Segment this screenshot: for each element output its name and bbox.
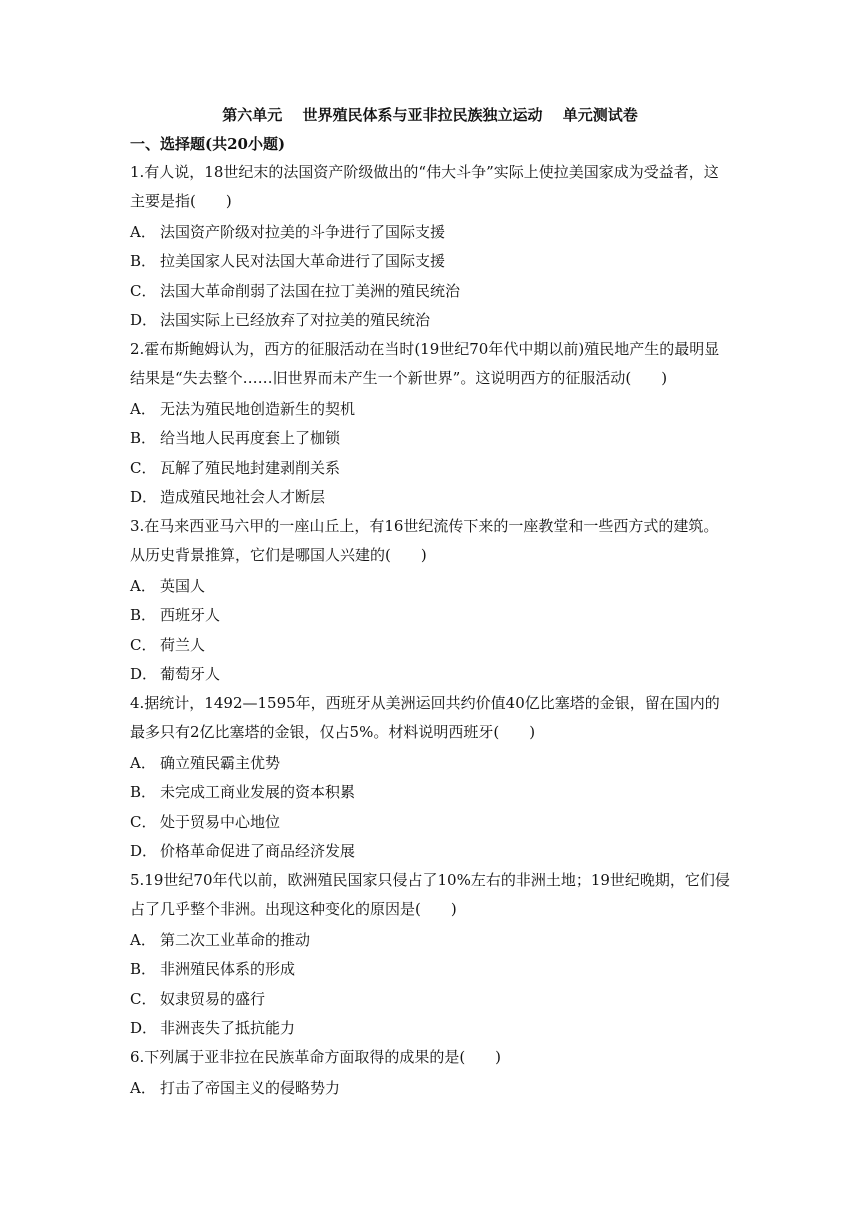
option-text: 奴隶贸易的盛行 [160,990,266,1008]
option-item [130,635,205,655]
option-item [130,841,355,861]
option-text: 荷兰人 [160,636,206,654]
option-label: A． [130,754,156,772]
option-item [130,576,205,596]
option-label: D． [130,842,158,860]
option-label: C． [130,459,157,477]
option-text: 确立殖民霸主优势 [160,754,281,772]
option-text: 无法为殖民地创造新生的契机 [160,400,356,418]
option-label: A． [130,400,156,418]
option-text: 西班牙人 [160,606,221,624]
option-label: D． [130,311,158,329]
option-item [130,487,325,507]
option-label: B． [130,252,157,270]
option-text: 未完成工商业发展的资本积累 [160,783,356,801]
question-stem: 3.在马来西亚马六甲的一座山丘上，有16世纪流传下来的一座教堂和一些西方式的建筑。从历史背景推算，它们是哪国人兴建的( ) [130,517,719,564]
option-text: 瓦解了殖民地封建剥削关系 [160,459,341,477]
option-item [130,251,445,271]
section-heading: 一、选择题(共20小题) [130,135,286,153]
option-text: 处于贸易中心地位 [160,813,281,831]
question-stem: 4.据统计，1492—1595年，西班牙从美洲运回共约价值40亿比塞塔的金银，留在国内的最多只有2亿比塞塔的金银，仅占5%。材料说明西班牙( ) [130,694,720,741]
option-label: B． [130,429,157,447]
option-label: A． [130,577,156,595]
option-label: C． [130,636,157,654]
option-text: 给当地人民再度套上了枷锁 [160,429,341,447]
question-stem: 5.19世纪70年代以前，欧洲殖民国家只侵占了10%左右的非洲土地；19世纪晚期，它们侵占了几乎整个非洲。出现这种变化的原因是( ) [130,871,730,918]
option-text: 价格革命促进了商品经济发展 [160,842,356,860]
option-item [130,458,340,478]
option-label: A． [130,223,156,241]
option-text: 法国资产阶级对拉美的斗争进行了国际支援 [160,223,446,241]
option-item [130,812,280,832]
option-label: D． [130,1019,158,1037]
option-text: 英国人 [160,577,206,595]
option-text: 法国实际上已经放弃了对拉美的殖民统治 [160,311,431,329]
option-label: A． [130,931,156,949]
question-stem: 6.下列属于亚非拉在民族革命方面取得的成果的是( ) [130,1048,502,1066]
option-item [130,930,310,950]
question-stem: 2.霍布斯鲍姆认为，西方的征服活动在当时(19世纪70年代中期以前)殖民地产生的最明显结果是“失去整个……旧世界而未产生一个新世界”。这说明西方的征服活动( ) [130,340,720,387]
option-text: 第二次工业革命的推动 [160,931,311,949]
option-item [130,959,295,979]
option-label: B． [130,783,157,801]
question-stem: 1.有人说，18世纪末的法国资产阶级做出的“伟大斗争”实际上使拉美国家成为受益者，这主要是指( ) [130,163,719,210]
option-label: C． [130,282,157,300]
option-label: B． [130,606,157,624]
option-item [130,428,340,448]
option-text: 法国大革命削弱了法国在拉丁美洲的殖民统治 [160,282,461,300]
option-item [130,664,220,684]
option-text: 拉美国家人民对法国大革命进行了国际支援 [160,252,446,270]
document-title: 第六单元 世界殖民体系与亚非拉民族独立运动 单元测试卷 [222,106,638,124]
option-item [130,753,280,773]
option-label: B． [130,960,157,978]
option-item [130,782,355,802]
option-item [130,310,430,330]
option-label: A． [130,1079,156,1097]
option-item [130,605,220,625]
option-item [130,1078,340,1098]
option-item [130,281,460,301]
option-item [130,989,265,1009]
option-text: 非洲丧失了抵抗能力 [160,1019,296,1037]
option-label: D． [130,665,158,683]
option-text: 打击了帝国主义的侵略势力 [160,1079,341,1097]
option-item [130,1018,295,1038]
option-text: 造成殖民地社会人才断层 [160,488,326,506]
option-label: C． [130,813,157,831]
option-text: 非洲殖民体系的形成 [160,960,296,978]
option-item [130,222,445,242]
option-text: 葡萄牙人 [160,665,221,683]
option-label: C． [130,990,157,1008]
option-label: D． [130,488,158,506]
option-item [130,399,355,419]
